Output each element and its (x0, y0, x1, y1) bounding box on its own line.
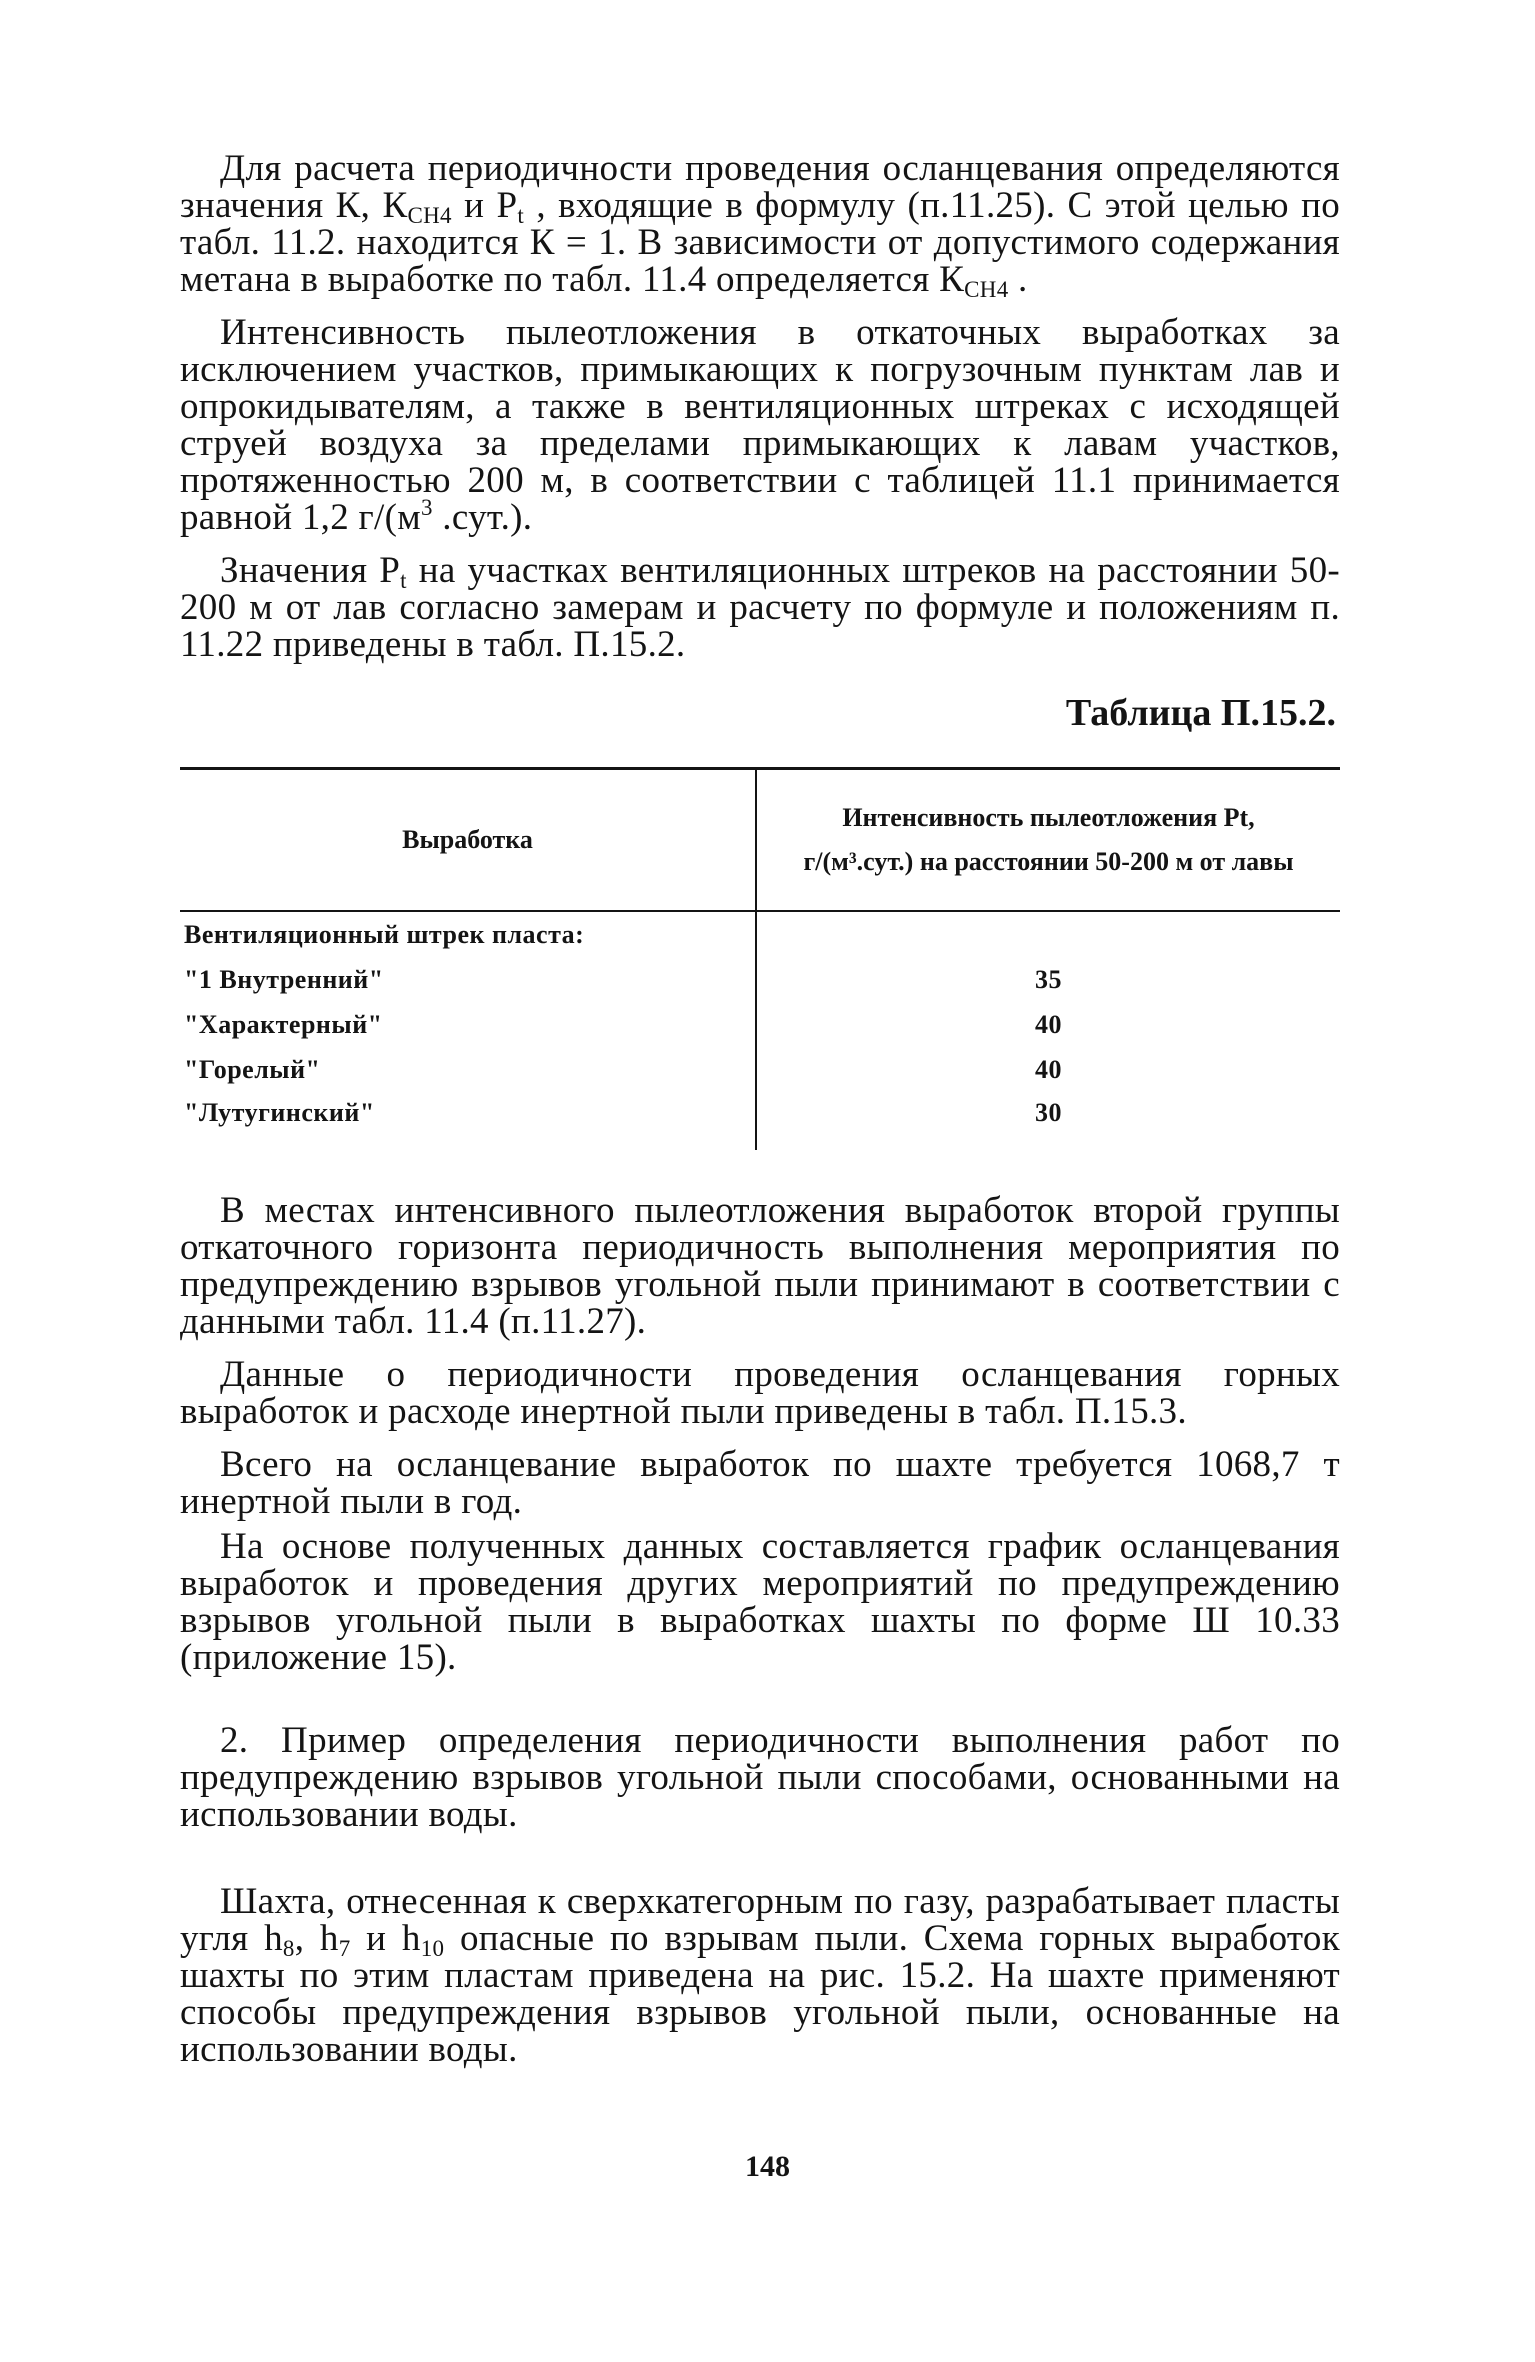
table-row (180, 1002, 1340, 1047)
text-run: . (1008, 259, 1028, 300)
table-row (180, 1092, 1340, 1150)
paragraph-table-reference: Данные о периодичности проведения осланцевания горных выработок и расходе инертной пыли приведены в табл. П.15.3. (180, 1354, 1340, 1432)
table-cell-value: 40 (1035, 1009, 1062, 1039)
paragraph-schedule: На основе полученных данных составляется график осланцевания выработок и проведения других мероприятий по предупреждению взрывов угольной пыли в выработках шахты по форме Ш 10.33 (приложение 15). (180, 1526, 1340, 1678)
paragraph-pt-values (180, 552, 1340, 663)
text-run: Значения P (220, 550, 401, 591)
paragraph-second-group: В местах интенсивного пылеотложения выработок второй группы откаточного горизонта периодичность выполнения мероприятия по предупреждению взрывов угольной пыли принимают в соответствии с данными табл. 11.4 (п.11.27). (180, 1190, 1340, 1342)
text-run: Для расчета периодичности проведения осланцевания определяются значения К, К (180, 148, 1340, 226)
subscript: 10 (420, 1936, 445, 1961)
subscript: CH4 (964, 277, 1009, 302)
page-number: 148 (745, 2150, 790, 2183)
table-cell-name: "Лутугинский" (180, 1092, 756, 1150)
subscript: 8 (282, 1936, 295, 1961)
table-header-intensity (756, 769, 1340, 912)
text-run: на участках вентиляционных штреков на расстоянии 50-200 м от лав согласно замерам и расчету по формуле и положениям п. 11.22 приведены в табл. П.15.2. (180, 550, 1340, 665)
table-cell-value: 35 (1035, 964, 1062, 994)
superscript: 3 (420, 495, 433, 520)
table-header-intensity-line2: г/(м³.сут.) на расстоянии 50-200 м от лавы (803, 847, 1294, 876)
paragraph-total-dust: Всего на осланцевание выработок по шахте требуется 1068,7 т инертной пыли в год. (180, 1444, 1340, 1522)
table-cell-name: "Горелый" (180, 1047, 756, 1092)
text-run: и P (451, 185, 518, 226)
table-cell-name: "1 Внутренний" (180, 957, 756, 1002)
paragraph-mine-description (180, 1883, 1340, 2068)
text-run: , входящие в формулу (п.11.25). С этой целью по табл. 11.2. находится К = 1. В зависимости от допустимого содержания метана в выработке по табл. 11.4 определяется К (180, 185, 1340, 300)
table-header-working: Выработка (180, 769, 756, 912)
section-heading-example-2: 2. Пример определения периодичности выполнения работ по предупреждению взрывов угольной пыли способами, основанными на использовании воды. (180, 1720, 1340, 1835)
table-cell-name: "Характерный" (180, 1002, 756, 1047)
text-run: , h (294, 1918, 339, 1959)
table-cell-value: 40 (1035, 1054, 1062, 1084)
table-group-label: Вентиляционный штрек пласта: (180, 911, 756, 957)
paragraph-dust-intensity (180, 314, 1340, 536)
table-caption: Таблица П.15.2. (1065, 692, 1336, 734)
table-row (180, 1047, 1340, 1092)
text-run: опасные по взрывам пыли. Схема горных выработок шахты по этим пластам приведена на рис. 15.2. На шахте применяют способы предупреждения взрывов угольной пыли, основанные на использовании воды. (180, 1918, 1340, 2070)
text-run: .сут.). (432, 497, 533, 538)
table-row (180, 911, 1340, 957)
subscript: 7 (338, 1936, 351, 1961)
table-cell-value: 30 (1035, 1098, 1062, 1127)
subscript: t (517, 203, 525, 228)
table-row (180, 957, 1340, 1002)
subscript: CH4 (407, 203, 452, 228)
text-run: Интенсивность пылеотложения в откаточных выработках за исключением участков, примыкающих к погрузочным пунктам лав и опрокидывателям, а также в вентиляционных штреках с исходящей струей воздуха за пределами примыкающих к лавам участков, протяженностью 200 м, в соответствии с таблицей 11.1 принимается равной 1,2 г/(м (180, 312, 1340, 538)
text-run: и h (350, 1918, 421, 1959)
table-header-intensity-line1: Интенсивность пылеотложения Pt, (842, 803, 1255, 832)
text-run: Шахта, отнесенная к сверхкатегорным по газу, разрабатывает пласты угля h (180, 1881, 1340, 1959)
dust-intensity-table (180, 767, 1340, 1150)
subscript: t (400, 568, 407, 593)
page-body (180, 150, 1340, 2068)
paragraph-formula-values (180, 148, 1340, 302)
